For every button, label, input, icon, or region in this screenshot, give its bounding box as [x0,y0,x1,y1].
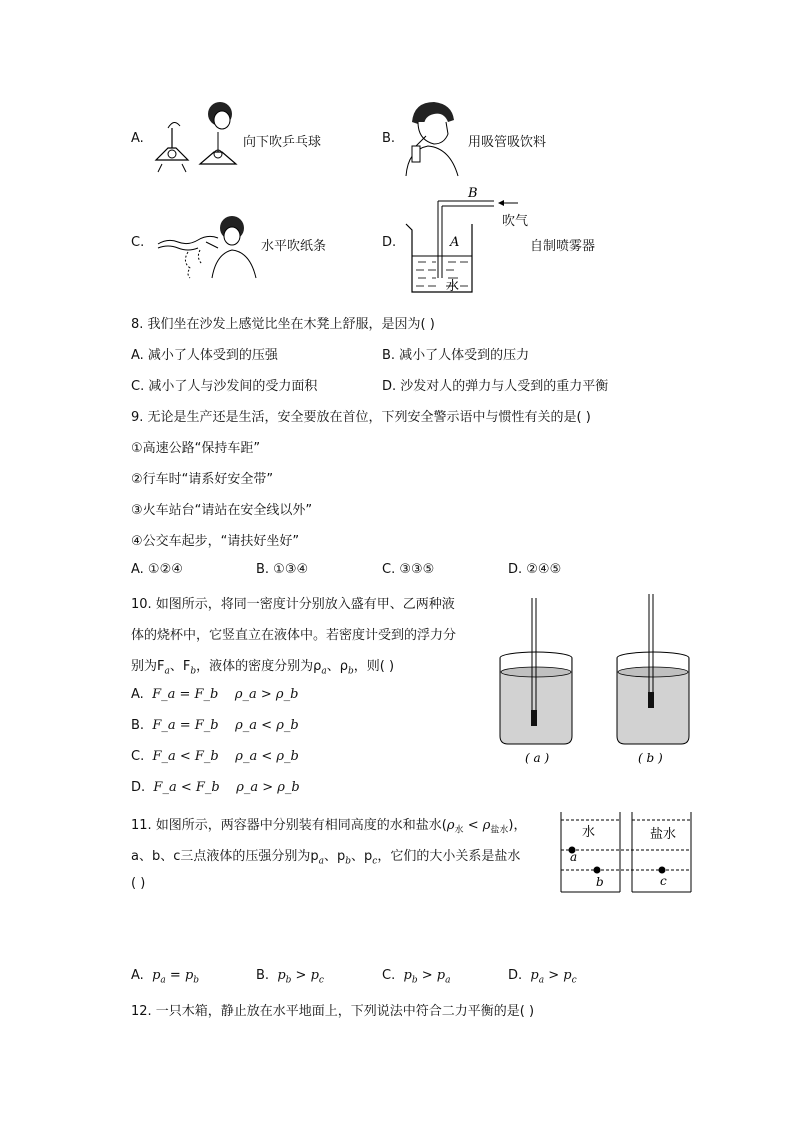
q9-option-d[interactable]: D. ②④⑤ [508,562,562,577]
q11-stem-line2: a、b、c三点液体的压强分别为$p_a$、$p_b$、$p_c$，它们的大小关系是盐水 [131,849,521,867]
svg-text:b: b [596,875,604,889]
q11-option-d[interactable]: D. $p_a > p_c$ [508,968,577,986]
blow-label: 吹气 [502,214,529,229]
point-c [659,867,666,874]
q10-stem-line3: 别为$F_a$、$F_b$，液体的密度分别为$\rho_a$、$\rho_b$，则( ) [131,659,395,677]
straw-drinking-figure [402,100,466,176]
q10-option-a[interactable]: A. F_a = F_b ρ_a > ρ_b [131,687,299,702]
paper-strip-figure [152,208,262,280]
beaker-a [500,598,572,765]
fig-a-label: ( a ) [525,751,550,765]
q10-stem-line2: 体的烧杯中，它竖直立在液体中。若密度计受到的浮力分 [131,628,457,643]
containers-figure [560,812,692,894]
svg-text:c: c [660,874,667,888]
svg-text:a: a [570,850,578,864]
option-b-letter: B. [382,131,396,146]
q8-option-d[interactable]: D. 沙发对人的弹力与人受到的重力平衡 [382,379,609,394]
q10-option-d[interactable]: D. F_a < F_b ρ_a > ρ_b [131,780,300,795]
option-c-letter: C. [131,235,145,250]
ping-pong-figure [148,98,244,178]
option-d-caption: 自制喷雾器 [530,239,596,254]
option-b-caption: 用吸管吸饮料 [468,135,547,150]
option-c-caption: 水平吹纸条 [261,239,327,254]
q9-item-1: ①高速公路“保持车距” [131,441,261,456]
beaker-b [617,594,689,765]
q11-option-b[interactable]: B. $p_b > p_c$ [256,968,324,986]
q9-item-3: ③火车站台“请站在安全线以外” [131,503,313,518]
q9-stem: 9. 无论是生产还是生活，安全要放在首位，下列安全警示语中与惯性有关的是( ) [131,410,591,425]
q11-option-c[interactable]: C. $p_b > p_a$ [382,968,451,986]
q10-stem-line1: 10. 如图所示，将同一密度计分别放入盛有甲、乙两种液 [131,597,455,612]
q11-option-a[interactable]: A. $p_a = p_b$ [131,968,200,986]
q9-option-b[interactable]: B. ①③④ [256,562,309,577]
label-A: A [450,235,460,250]
q9-item-2: ②行车时“请系好安全带” [131,472,274,487]
q12-stem: 12. 一只木箱，静止放在水平地面上，下列说法中符合二力平衡的是( ) [131,1004,535,1019]
salt-water-label: 盐水 [650,827,677,842]
q8-option-b[interactable]: B. 减小了人体受到的压力 [382,348,530,363]
option-a-caption: 向下吹乒乓球 [243,135,322,150]
option-a-letter: A. [131,131,144,146]
label-water: 水 [446,279,460,294]
q11-stem-line1: 11. 如图所示，两容器中分别装有相同高度的水和盐水$(\rho_水 < \rho_{盐水})$， [131,818,527,836]
q11-stem-line3: ( ) [131,876,146,891]
q10-option-c[interactable]: C. F_a < F_b ρ_a < ρ_b [131,749,299,764]
label-B: B [468,186,478,201]
fig-b-label: ( b ) [638,751,663,765]
q8-option-c[interactable]: C. 减小了人与沙发间的受力面积 [131,379,318,394]
point-b [594,867,601,874]
option-d-letter: D. [382,235,397,250]
hydrometer-beakers-figure [498,592,694,774]
q10-option-b[interactable]: B. F_a = F_b ρ_a < ρ_b [131,718,299,733]
q8-stem: 8. 我们坐在沙发上感觉比坐在木凳上舒服，是因为( ) [131,317,435,332]
q8-option-a[interactable]: A. 减小了人体受到的压强 [131,348,278,363]
water-label: 水 [582,825,596,840]
q9-option-c[interactable]: C. ③③⑤ [382,562,435,577]
q9-option-a[interactable]: A. ①②④ [131,562,183,577]
q9-item-4: ④公交车起步，“请扶好坐好” [131,534,300,549]
